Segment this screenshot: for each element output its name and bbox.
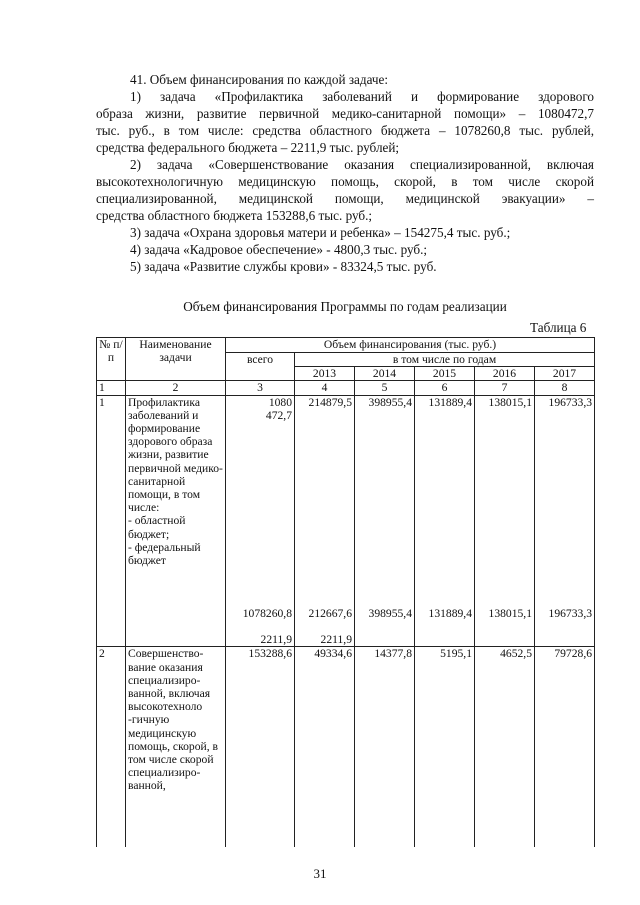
row2-2013: 49334,6	[295, 647, 355, 847]
row2-name: Совершенство-вание оказания специализиро-ванной, включая высокотехноло -гичную медицинскую помощь, скорой, в том числе скорой специализиро-ванной,	[126, 647, 226, 847]
row2-2015: 5195,1	[415, 647, 475, 847]
table-row	[97, 395, 595, 647]
row1-name	[126, 395, 226, 647]
row1-value-2013: 214879,5	[308, 395, 352, 409]
row1-2013	[295, 395, 355, 647]
row1-sub2-name: - федеральный бюджет	[128, 540, 201, 568]
header-task-name: Наименование задачи	[126, 338, 226, 381]
row1-value-2016: 138015,1	[488, 395, 532, 409]
col-number: 7	[475, 381, 535, 395]
task2-line4: средства областного бюджета 153288,6 тыс. руб.;	[96, 208, 373, 223]
page-number: 31	[313, 866, 327, 881]
row2-total: 153288,6	[226, 647, 295, 847]
paragraph-heading: 41. Объем финансирования по каждой задаче:	[130, 72, 389, 87]
table-label: Таблица 6	[530, 320, 587, 335]
header-total: всего	[226, 353, 295, 381]
table-row	[97, 647, 595, 847]
col-number: 5	[355, 381, 415, 395]
row1-total-part2: 472,7	[265, 408, 292, 422]
row2-num: 2	[97, 647, 126, 847]
row1-total-part1: 1080	[268, 395, 292, 409]
task2-line2: высокотехнологичную медицинскую помощь, скорой, в том числе скорой	[96, 174, 594, 189]
row1-name-text: Профилактика заболеваний и формирование здорового образа жизни, развитие первичной медико-санитарной помощи, в том числе:	[128, 395, 223, 515]
row1-sub2-total: 2211,9	[260, 633, 292, 647]
task5-line: 5) задача «Развитие службы крови» - 83324,5 тыс. руб.	[130, 259, 437, 274]
task1-line3: тыс. руб., в том числе: средства областного бюджета – 1078260,8 тыс. рублей,	[96, 123, 594, 138]
row1-2015	[415, 395, 475, 647]
row1-2014	[355, 395, 415, 647]
row1-total	[226, 395, 295, 647]
task1-line2: образа жизни, развитие первичной медико-санитарной помощи» – 1080472,7	[96, 106, 594, 121]
row1-2016	[475, 395, 535, 647]
row2-2016: 4652,5	[475, 647, 535, 847]
header-year-2014: 2014	[355, 367, 415, 381]
col-number: 8	[535, 381, 595, 395]
col-number: 4	[295, 381, 355, 395]
row2-2017: 79728,6	[535, 647, 595, 847]
header-year-2013: 2013	[295, 367, 355, 381]
row1-value-2017: 196733,3	[548, 395, 593, 409]
row1-sub1-name: - областной бюджет;	[128, 514, 186, 541]
row1-num: 1	[97, 395, 126, 647]
header-year-2016: 2016	[475, 367, 535, 381]
column-number-row	[97, 381, 595, 395]
col-number: 6	[415, 381, 475, 395]
row1-sub2-2013: 2211,9	[320, 633, 352, 647]
header-year-2015: 2015	[415, 367, 475, 381]
row1-sub1-2016: 138015,1	[488, 606, 532, 620]
row1-sub1-2017: 196733,3	[548, 606, 593, 620]
col-number: 3	[226, 381, 295, 395]
row1-value-2014: 398955,4	[368, 395, 412, 409]
task1-line1: 1) задача «Профилактика заболеваний и формирование здорового	[130, 89, 594, 104]
row1-value-2015: 131889,4	[428, 395, 472, 409]
task3-line: 3) задача «Охрана здоровья матери и ребенка» – 154275,4 тыс. руб.;	[130, 225, 511, 240]
row1-sub1-2015: 131889,4	[428, 606, 472, 620]
header-num: № п/п	[97, 338, 126, 381]
row1-sub1-total: 1078260,8	[242, 607, 292, 621]
table-title: Объем финансирования Программы по годам реализации	[183, 299, 507, 314]
task4-line: 4) задача «Кадровое обеспечение» - 4800,3 тыс. руб.;	[130, 242, 428, 257]
header-by-years: в том числе по годам	[295, 353, 595, 367]
task1-line4: средства федерального бюджета – 2211,9 тыс. рублей;	[96, 140, 400, 155]
task2-line3: специализированной, медицинской помощи, медицинской эвакуации» –	[96, 191, 594, 206]
row1-sub1-2014: 398955,4	[368, 606, 412, 620]
col-number: 1	[97, 381, 126, 395]
row2-2014: 14377,8	[355, 647, 415, 847]
row1-sub1-2013: 212667,6	[308, 606, 352, 620]
row1-2017	[535, 395, 595, 647]
financing-table	[96, 337, 595, 847]
header-funding: Объем финансирования (тыс. руб.)	[226, 338, 595, 353]
col-number: 2	[126, 381, 226, 395]
task2-line1: 2) задача «Совершенствование оказания специализированной, включая	[130, 157, 594, 172]
header-year-2017: 2017	[535, 367, 595, 381]
